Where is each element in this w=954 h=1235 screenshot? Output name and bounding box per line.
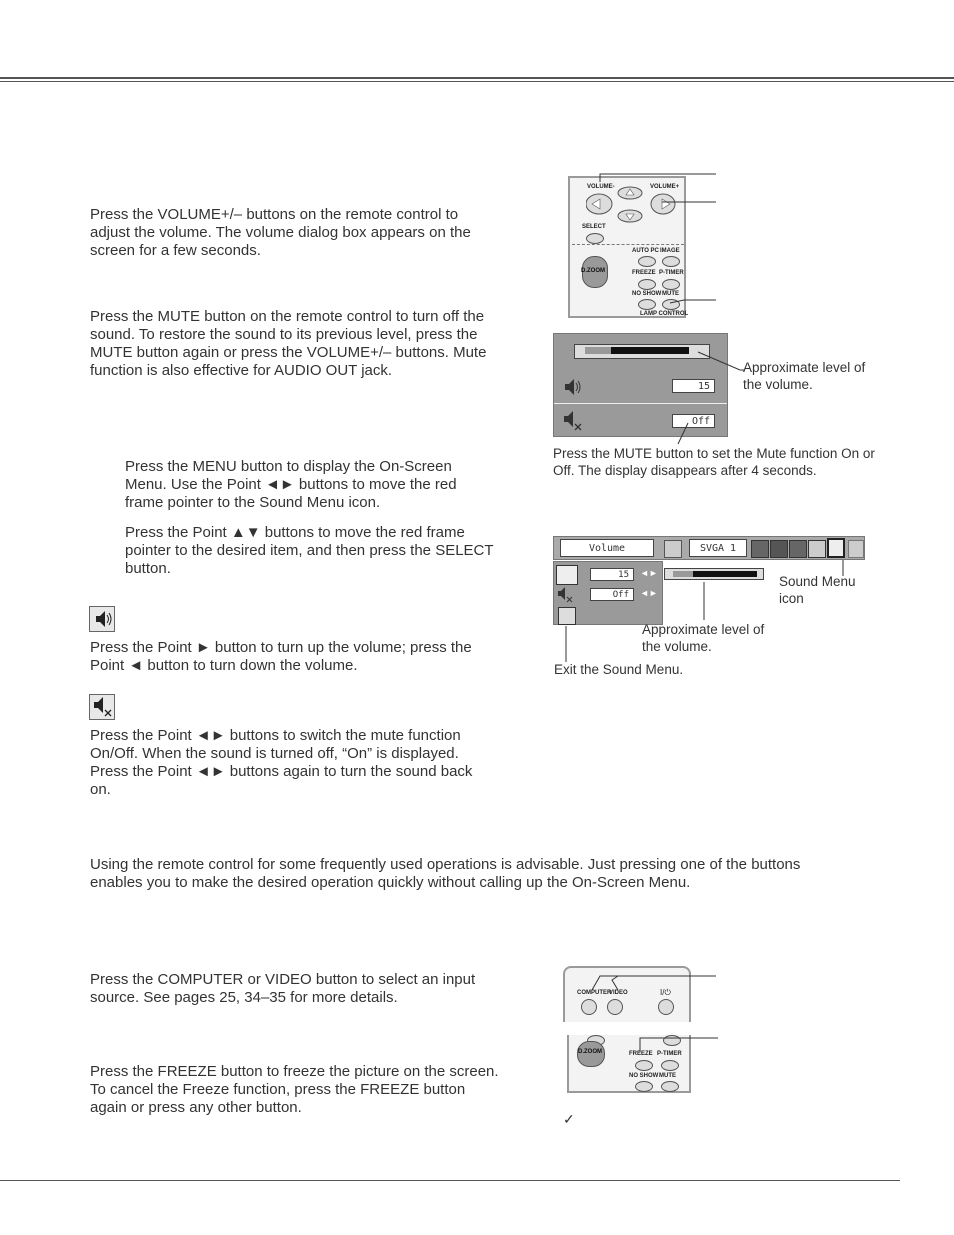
remote2-freeze-label: FREEZE <box>629 1051 653 1057</box>
no-show-label: NO SHOW <box>632 291 662 297</box>
freeze-callout-lines <box>630 1032 730 1062</box>
power-button <box>658 999 674 1015</box>
volume-paragraph: Press the VOLUME+/– buttons on the remote control to adjust the volume. The volume dialog box appears on the screen for a few seconds. <box>90 206 471 259</box>
sound-menu-source: SVGA 1 <box>689 539 747 557</box>
sound-menu-icon-caption: Sound Menu icon <box>779 574 856 606</box>
remote2-no-show-label: NO SHOW <box>629 1073 659 1079</box>
volume-dialog-callouts <box>660 340 750 450</box>
volume-dialog-speaker-icon <box>562 376 584 403</box>
menu-step-2: Press the Point ▲▼ buttons to move the red frame pointer to the desired item, and then press the SELECT button. <box>125 524 494 577</box>
freeze-paragraph: Press the FREEZE button to freeze the picture on the screen. To cancel the Freeze function, press the FREEZE button again or press any other button. <box>90 1063 499 1116</box>
input-callout-lines <box>590 968 720 998</box>
volume-dialog-mute-icon <box>562 410 584 437</box>
submenu-mute-value: Off <box>590 588 634 601</box>
volume-minus-label: VOLUME- <box>587 184 615 190</box>
input-paragraph: Press the COMPUTER or VIDEO button to select an input source. See pages 25, 34–35 for more details. <box>90 971 476 1006</box>
submenu-volume-arrows-icon: ◄► <box>640 568 658 578</box>
p-timer-label: P-TIMER <box>659 270 684 276</box>
volume-speaker-icon <box>89 606 115 632</box>
volume-level-caption: Approximate level of the volume. <box>743 360 866 392</box>
sound-menu-exit-caption: Exit the Sound Menu. <box>554 662 684 677</box>
mute-value-field: Off <box>672 414 715 428</box>
select-label: SELECT <box>582 224 606 230</box>
volume-slider-fill <box>585 347 611 354</box>
remote2-dzoom-label: D.ZOOM <box>578 1049 602 1055</box>
mute-speaker-icon <box>89 694 115 720</box>
mute-label: MUTE <box>662 291 679 297</box>
power-label: I/⏻ <box>660 988 671 997</box>
remote2-p-timer-label: P-TIMER <box>657 1051 682 1057</box>
mute-paragraph: Press the MUTE button on the remote control to turn off the sound. To restore the sound to its previous level, press the MUTE button again or press the VOLUME+/– buttons. Mute function is also effective for AUDIO OUT jack. <box>90 308 487 379</box>
submenu-mute-arrows-icon: ◄► <box>640 588 658 598</box>
header-rule <box>0 77 954 79</box>
lamp-control-label: LAMP CONTROL <box>640 311 689 317</box>
header-rule-thin <box>0 81 954 82</box>
volume-plus-label: VOLUME+ <box>650 184 680 190</box>
sound-menu-level-caption: Approximate level of the volume. <box>642 622 765 654</box>
video-button <box>607 999 623 1015</box>
sound-menu-title: Volume <box>560 539 654 557</box>
freeze-label: FREEZE <box>632 270 656 276</box>
computer-label: COMPUTER <box>577 990 612 996</box>
sound-menu-icon[interactable] <box>827 538 845 558</box>
remote-intro-paragraph: Using the remote control for some frequently used operations is advisable. Just pressing one of the buttons enables you to make the desired operation quickly without calling up the On-Screen Menu. <box>90 856 801 891</box>
remote2-mute-label: MUTE <box>659 1073 676 1079</box>
volume-item-paragraph: Press the Point ► button to turn up the volume; press the Point ◄ button to turn down the volume. <box>90 639 472 674</box>
image-label: IMAGE <box>660 248 680 254</box>
dzoom-label: D.ZOOM <box>581 268 605 274</box>
computer-button <box>581 999 597 1015</box>
remote-callout-lines <box>590 168 720 308</box>
auto-pc-label: AUTO PC <box>632 248 659 254</box>
volume-value-field: 15 <box>672 379 715 393</box>
mute-function-caption: Press the MUTE button to set the Mute function On or Off. The display disappears after 4 seconds. <box>553 446 875 478</box>
video-label: VIDEO <box>609 990 628 996</box>
menu-step-1: Press the MENU button to display the On-Screen Menu. Use the Point ◄► buttons to move the red frame pointer to the Sound Menu icon. <box>125 458 457 511</box>
remote2-no-show-button <box>635 1081 653 1092</box>
submenu-volume-value: 15 <box>590 568 634 581</box>
mute-item-paragraph: Press the Point ◄► buttons to switch the mute function On/Off. When the sound is turned off, “On” is displayed. Press the Point ◄► buttons again to turn the sound back on. <box>90 727 473 798</box>
footer-rule <box>0 1180 900 1181</box>
checkmark-icon: ✓ <box>563 1111 575 1127</box>
remote2-mute-button <box>661 1081 679 1092</box>
